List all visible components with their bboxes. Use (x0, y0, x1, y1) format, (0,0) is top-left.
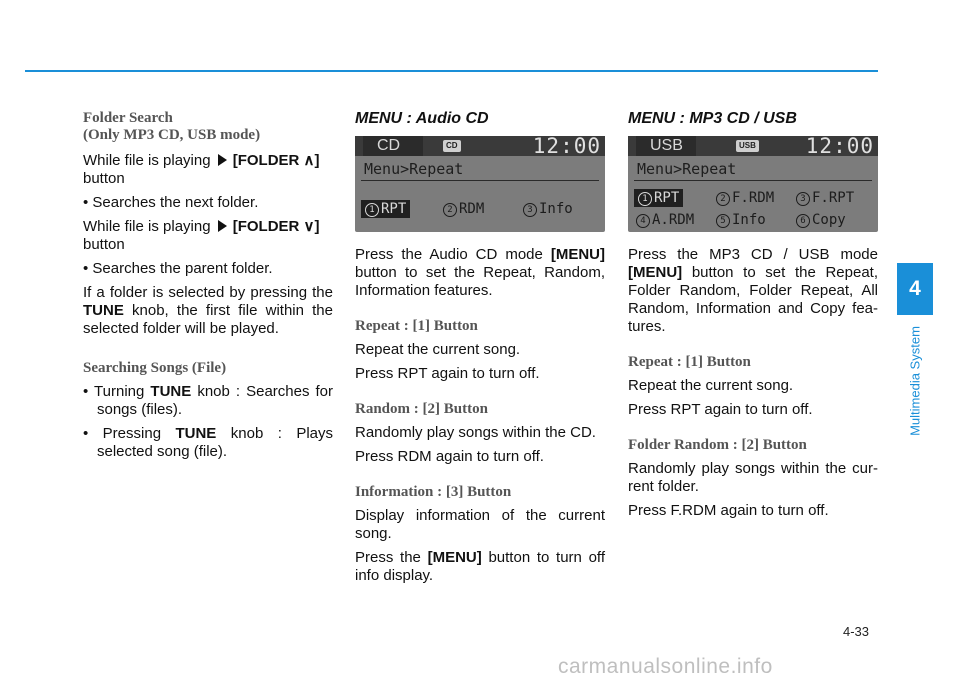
text: knob : Searches for songs (files). (97, 383, 334, 418)
play-triangle-icon (218, 154, 227, 166)
tune-label: TUNE (175, 425, 217, 442)
menu-option-info[interactable] (523, 200, 573, 218)
option-label: Info (539, 201, 573, 217)
text: button to set the Repeat, Random, Information features. (355, 264, 605, 299)
text: Press the MP3 CD / USB mode (628, 246, 878, 263)
option-number: 2 (716, 192, 730, 206)
option-number: 5 (716, 214, 730, 228)
information-heading: Information : [3] Button (355, 484, 512, 500)
text: button to set the Repeat, Folder Random, Folder Repeat, All Random, Information and Copy fea- tures. (628, 264, 878, 335)
text: button to turn off info display. (355, 549, 605, 584)
folder-up-paragraph (83, 152, 333, 188)
screen-clock: 12:00 (532, 134, 601, 158)
chapter-label: Multimedia System (907, 326, 923, 436)
repeat-text-2: Press RPT again to turn off. (355, 365, 540, 382)
folder-up-button-label: [FOLDER ∧] (232, 152, 320, 169)
folder-random-heading: Folder Random : [2] Button (628, 437, 807, 453)
menu-option-ardm[interactable] (636, 211, 694, 229)
text: Press the Audio CD mode (355, 246, 543, 263)
play-triangle-icon (218, 220, 227, 232)
menu-option-info[interactable] (716, 211, 766, 229)
column-mp3-usb (628, 110, 878, 526)
bullet-parent-folder: • Searches the parent folder. (83, 260, 273, 277)
screen-mode: USB (636, 136, 696, 156)
top-rule (25, 70, 878, 72)
page-number: 4-33 (843, 624, 870, 639)
text: Press the (355, 549, 421, 566)
text: While file is playing (83, 218, 211, 235)
watermark: carmanualsonline.info (558, 655, 773, 678)
mp3-usb-heading: MENU : MP3 CD / USB (628, 110, 797, 127)
tune-label: TUNE (83, 302, 124, 319)
repeat-text-1: Repeat the current song. (628, 377, 794, 394)
text: button (83, 236, 125, 253)
chapter-tab: 4 (897, 263, 933, 315)
bullet-turning-tune (83, 383, 333, 419)
random-text-2: Press RDM again to turn off. (355, 448, 544, 465)
searching-songs-heading: Searching Songs (File) (83, 360, 227, 376)
screen-divider (634, 180, 872, 181)
menu-option-copy[interactable] (796, 211, 846, 229)
repeat-heading: Repeat : [1] Button (355, 318, 478, 334)
screen-menu-title: Menu>Repeat (637, 160, 737, 178)
menu-option-frdm[interactable] (716, 189, 774, 207)
option-label: F.RPT (812, 190, 855, 206)
text: • Turning (83, 383, 145, 400)
option-number: 3 (523, 203, 537, 217)
folder-down-button-label: [FOLDER ∨] (232, 218, 320, 235)
chapter-label-container (897, 325, 933, 437)
tune-label: TUNE (150, 383, 192, 400)
option-label: F.RDM (732, 190, 775, 206)
text: button (83, 170, 125, 187)
option-label: RPT (654, 190, 680, 206)
option-label: Info (732, 212, 766, 228)
option-number: 1 (638, 192, 652, 206)
cd-screen (355, 136, 605, 232)
option-number: 2 (443, 203, 457, 217)
option-label: A.RDM (652, 212, 695, 228)
folder-search-subheading: (Only MP3 CD, USB mode) (83, 127, 261, 143)
info-text-2 (355, 549, 605, 585)
random-heading: Random : [2] Button (355, 401, 488, 417)
mp3-usb-intro (628, 246, 878, 336)
usb-screen (628, 136, 878, 232)
screen-mode: CD (363, 136, 423, 156)
option-number: 3 (796, 192, 810, 206)
text: If a folder is selected by pressing the (83, 284, 333, 301)
option-number: 1 (365, 203, 379, 217)
column-folder-search (83, 110, 333, 467)
text: knob, the first file within the selected folder will be played. (83, 302, 333, 337)
text: • Pressing (83, 425, 162, 442)
menu-option-rdm[interactable] (443, 200, 484, 218)
option-label: Copy (812, 212, 846, 228)
text: knob : Plays selected song (file). (97, 425, 333, 460)
repeat-text-1: Repeat the current song. (355, 341, 521, 358)
random-text-1: Randomly play songs within the CD. (355, 424, 596, 441)
folder-random-text-1: Randomly play songs within the cur- rent folder. (628, 460, 878, 495)
screen-menu-title: Menu>Repeat (364, 160, 464, 178)
info-text-1: Display information of the current song. (355, 507, 605, 542)
option-label: RDM (459, 201, 485, 217)
audio-cd-heading: MENU : Audio CD (355, 110, 489, 127)
menu-label: [MENU] (550, 246, 605, 263)
screen-divider (361, 180, 599, 181)
tune-folder-paragraph (83, 284, 333, 338)
column-audio-cd (355, 110, 605, 591)
folder-search-heading: Folder Search (83, 110, 173, 126)
option-number: 4 (636, 214, 650, 228)
folder-down-paragraph (83, 218, 333, 254)
bullet-pressing-tune (83, 425, 333, 461)
menu-option-rpt[interactable] (634, 189, 683, 207)
menu-label: [MENU] (427, 549, 482, 566)
screen-clock: 12:00 (805, 134, 874, 158)
usb-badge-icon: USB (736, 140, 759, 152)
repeat-text-2: Press RPT again to turn off. (628, 401, 813, 418)
menu-label: [MENU] (628, 264, 683, 281)
bullet-next-folder: • Searches the next folder. (83, 194, 259, 211)
cd-badge-icon: CD (443, 140, 461, 152)
repeat-heading: Repeat : [1] Button (628, 354, 751, 370)
option-number: 6 (796, 214, 810, 228)
audio-cd-intro (355, 246, 605, 300)
menu-option-rpt[interactable] (361, 200, 410, 218)
text: While file is playing (83, 152, 211, 169)
menu-option-frpt[interactable] (796, 189, 854, 207)
folder-random-text-2: Press F.RDM again to turn off. (628, 502, 829, 519)
option-label: RPT (381, 201, 407, 217)
